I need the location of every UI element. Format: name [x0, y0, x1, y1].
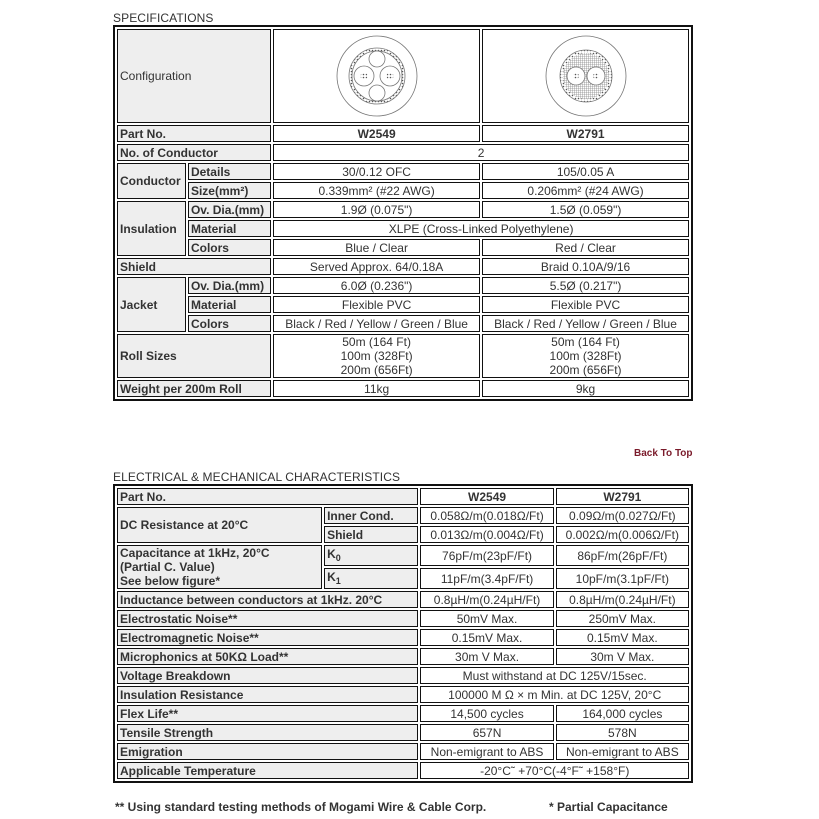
electrical-row-value-both: 100000 M Ω × m Min. at DC 125V, 20°C	[420, 686, 689, 703]
specifications-title: SPECIFICATIONS	[113, 11, 214, 25]
electrical-row-value-w2549: 30m V Max.	[420, 648, 553, 665]
part-no-label: Part No.	[117, 125, 271, 142]
electrical-row-value-w2791: 30m V Max.	[556, 648, 689, 665]
roll-sizes-w2791	[482, 334, 689, 378]
electrical-row-value-w2549: 657N	[420, 724, 553, 741]
electrical-row-value-w2791: 0.8µH/m(0.24µH/Ft)	[556, 591, 689, 608]
conductor-details-row	[117, 163, 689, 180]
configuration-label: Configuration	[117, 29, 271, 123]
conductor-size-w2791: 0.206mm² (#24 AWG)	[482, 182, 689, 199]
roll-size-item: 100m (328Ft)	[549, 349, 622, 363]
jacket-ovdia-w2791: 5.5Ø (0.217")	[482, 277, 689, 294]
k0-letter: K	[327, 546, 336, 561]
footnote-partial-capacitance: * Partial Capacitance	[549, 800, 668, 814]
conductor-details-w2791: 105/0.05 A	[482, 163, 689, 180]
electrical-rows	[117, 591, 689, 779]
roll-size-item: 100m (328Ft)	[340, 349, 413, 363]
electrical-row	[117, 591, 689, 608]
config-image-w2791	[482, 29, 689, 123]
electrical-row-value-w2549: 0.15mV Max.	[420, 629, 553, 646]
k1-subscript: 1	[335, 575, 341, 586]
electrical-row-value-w2549: 0.8µH/m(0.24µH/Ft)	[420, 591, 553, 608]
conductor-size-label: Size(mm²)	[188, 182, 271, 199]
capacitance-label-line2: (Partial C. Value)	[120, 560, 215, 574]
shield-label: Shield	[117, 258, 271, 275]
electrical-row	[117, 705, 689, 722]
cable-cross-section-quad-served-shield-icon	[335, 34, 419, 118]
electrical-row-value-w2549: 50mV Max.	[420, 610, 553, 627]
electrical-row	[117, 667, 689, 684]
jacket-material-w2791: Flexible PVC	[482, 296, 689, 313]
weight-w2549: 11kg	[273, 380, 480, 397]
insulation-ovdia-w2791: 1.5Ø (0.059")	[482, 201, 689, 218]
insulation-ovdia-row	[117, 201, 689, 218]
elec-part-w2791: W2791	[556, 488, 689, 505]
k0-w2549: 76pF/m(23pF/Ft)	[420, 545, 553, 566]
weight-row	[117, 380, 689, 397]
electrical-row-value-w2791: Non-emigrant to ABS	[556, 743, 689, 760]
electrical-row-value-w2791: 164,000 cycles	[556, 705, 689, 722]
roll-size-item: 200m (656Ft)	[340, 363, 413, 377]
electrical-row-value-w2791: 250mV Max.	[556, 610, 689, 627]
jacket-material-row	[117, 296, 689, 313]
electrical-row-label: Tensile Strength	[117, 724, 418, 741]
electrical-row-label: Microphonics at 50KΩ Load**	[117, 648, 418, 665]
k1-w2791: 10pF/m(3.1pF/Ft)	[556, 568, 689, 589]
electrical-row-label: Applicable Temperature	[117, 762, 418, 779]
configuration-row	[117, 29, 689, 123]
electrical-row-label: Insulation Resistance	[117, 686, 418, 703]
jacket-colors-w2549: Black / Red / Yellow / Green / Blue	[273, 315, 480, 332]
conductor-size-w2549: 0.339mm² (#22 AWG)	[273, 182, 480, 199]
electrical-row-value-w2791: 578N	[556, 724, 689, 741]
dc-inner-w2549: 0.058Ω/m(0.018Ω/Ft)	[420, 507, 553, 524]
k0-w2791: 86pF/m(26pF/Ft)	[556, 545, 689, 566]
electrical-row	[117, 629, 689, 646]
insulation-ovdia-label: Ov. Dia.(mm)	[188, 201, 271, 218]
dc-shield-w2549: 0.013Ω/m(0.004Ω/Ft)	[420, 526, 553, 543]
cap-k0-row	[117, 545, 689, 566]
k1-w2549: 11pF/m(3.4pF/Ft)	[420, 568, 553, 589]
electrical-title: ELECTRICAL & MECHANICAL CHARACTERISTICS	[113, 470, 401, 484]
shield-w2549: Served Approx. 64/0.18A	[273, 258, 480, 275]
conductor-details-label: Details	[188, 163, 271, 180]
k0-label	[324, 545, 418, 566]
dc-inner-label: Inner Cond.	[324, 507, 418, 524]
roll-size-item: 200m (656Ft)	[549, 363, 622, 377]
insulation-material-value: XLPE (Cross-Linked Polyethylene)	[273, 220, 689, 237]
jacket-material-w2549: Flexible PVC	[273, 296, 480, 313]
insulation-ovdia-w2549: 1.9Ø (0.075")	[273, 201, 480, 218]
shield-w2791: Braid 0.10A/9/16	[482, 258, 689, 275]
jacket-ovdia-row	[117, 277, 689, 294]
no-of-conductor-value: 2	[273, 144, 689, 161]
dc-inner-row	[117, 507, 689, 524]
conductor-size-row	[117, 182, 689, 199]
electrical-row-value-w2549: 14,500 cycles	[420, 705, 553, 722]
electrical-row-value-w2791: 0.15mV Max.	[556, 629, 689, 646]
no-of-conductor-label: No. of Conductor	[117, 144, 271, 161]
electrical-row-label: Electromagnetic Noise**	[117, 629, 418, 646]
electrical-row	[117, 762, 689, 779]
elec-part-w2549: W2549	[420, 488, 553, 505]
part-w2791: W2791	[482, 125, 689, 142]
electrical-row-label: Voltage Breakdown	[117, 667, 418, 684]
conductor-label: Conductor	[117, 163, 186, 199]
k0-subscript: 0	[335, 552, 341, 563]
roll-sizes-w2549	[273, 334, 480, 378]
jacket-colors-w2791: Black / Red / Yellow / Green / Blue	[482, 315, 689, 332]
insulation-colors-w2791: Red / Clear	[482, 239, 689, 256]
config-image-w2549	[273, 29, 480, 123]
jacket-ovdia-label: Ov. Dia.(mm)	[188, 277, 271, 294]
electrical-row	[117, 686, 689, 703]
insulation-material-row	[117, 220, 689, 237]
capacitance-label	[117, 545, 322, 589]
electrical-row-value-both: -20°C˜ +70°C(-4°F˜ +158°F)	[420, 762, 689, 779]
part-no-row	[117, 125, 689, 142]
back-to-top-link[interactable]: Back To Top	[634, 448, 693, 459]
roll-sizes-label: Roll Sizes	[117, 334, 271, 378]
electrical-row-value-w2549: Non-emigrant to ABS	[420, 743, 553, 760]
k1-letter: K	[327, 569, 336, 584]
part-w2549: W2549	[273, 125, 480, 142]
jacket-material-label: Material	[188, 296, 271, 313]
electrical-row	[117, 743, 689, 760]
insulation-label: Insulation	[117, 201, 186, 256]
conductor-details-w2549: 30/0.12 OFC	[273, 163, 480, 180]
dc-shield-label: Shield	[324, 526, 418, 543]
k1-label	[324, 568, 418, 589]
electrical-row-label: Flex Life**	[117, 705, 418, 722]
electrical-row	[117, 648, 689, 665]
roll-size-item: 50m (164 Ft)	[551, 335, 620, 349]
no-of-conductor-row	[117, 144, 689, 161]
capacitance-label-line1: Capacitance at 1kHz, 20°C	[120, 546, 270, 560]
electrical-row-label: Electrostatic Noise**	[117, 610, 418, 627]
jacket-label: Jacket	[117, 277, 186, 332]
elec-part-no-row	[117, 488, 689, 505]
electrical-row-value-both: Must withstand at DC 125V/15sec.	[420, 667, 689, 684]
insulation-colors-w2549: Blue / Clear	[273, 239, 480, 256]
roll-sizes-row	[117, 334, 689, 378]
weight-w2791: 9kg	[482, 380, 689, 397]
specifications-table	[113, 25, 693, 401]
insulation-colors-row	[117, 239, 689, 256]
dc-inner-w2791: 0.09Ω/m(0.027Ω/Ft)	[556, 507, 689, 524]
dc-resistance-label: DC Resistance at 20°C	[117, 507, 322, 543]
insulation-colors-label: Colors	[188, 239, 271, 256]
shield-row	[117, 258, 689, 275]
electrical-row-label: Emigration	[117, 743, 418, 760]
dc-shield-w2791: 0.002Ω/m(0.006Ω/Ft)	[556, 526, 689, 543]
roll-size-item: 50m (164 Ft)	[342, 335, 411, 349]
footnote-testing-methods: ** Using standard testing methods of Mogami Wire & Cable Corp.	[115, 800, 487, 814]
jacket-ovdia-w2549: 6.0Ø (0.236")	[273, 277, 480, 294]
insulation-material-label: Material	[188, 220, 271, 237]
electrical-row-label: Inductance between conductors at 1kHz. 20°C	[117, 591, 418, 608]
electrical-row	[117, 724, 689, 741]
elec-part-no-label: Part No.	[117, 488, 418, 505]
electrical-table	[113, 484, 693, 783]
jacket-colors-row	[117, 315, 689, 332]
capacitance-label-line3: See below figure*	[120, 574, 221, 588]
cable-cross-section-twin-braid-shield-icon	[544, 34, 628, 118]
weight-label: Weight per 200m Roll	[117, 380, 271, 397]
electrical-row	[117, 610, 689, 627]
jacket-colors-label: Colors	[188, 315, 271, 332]
